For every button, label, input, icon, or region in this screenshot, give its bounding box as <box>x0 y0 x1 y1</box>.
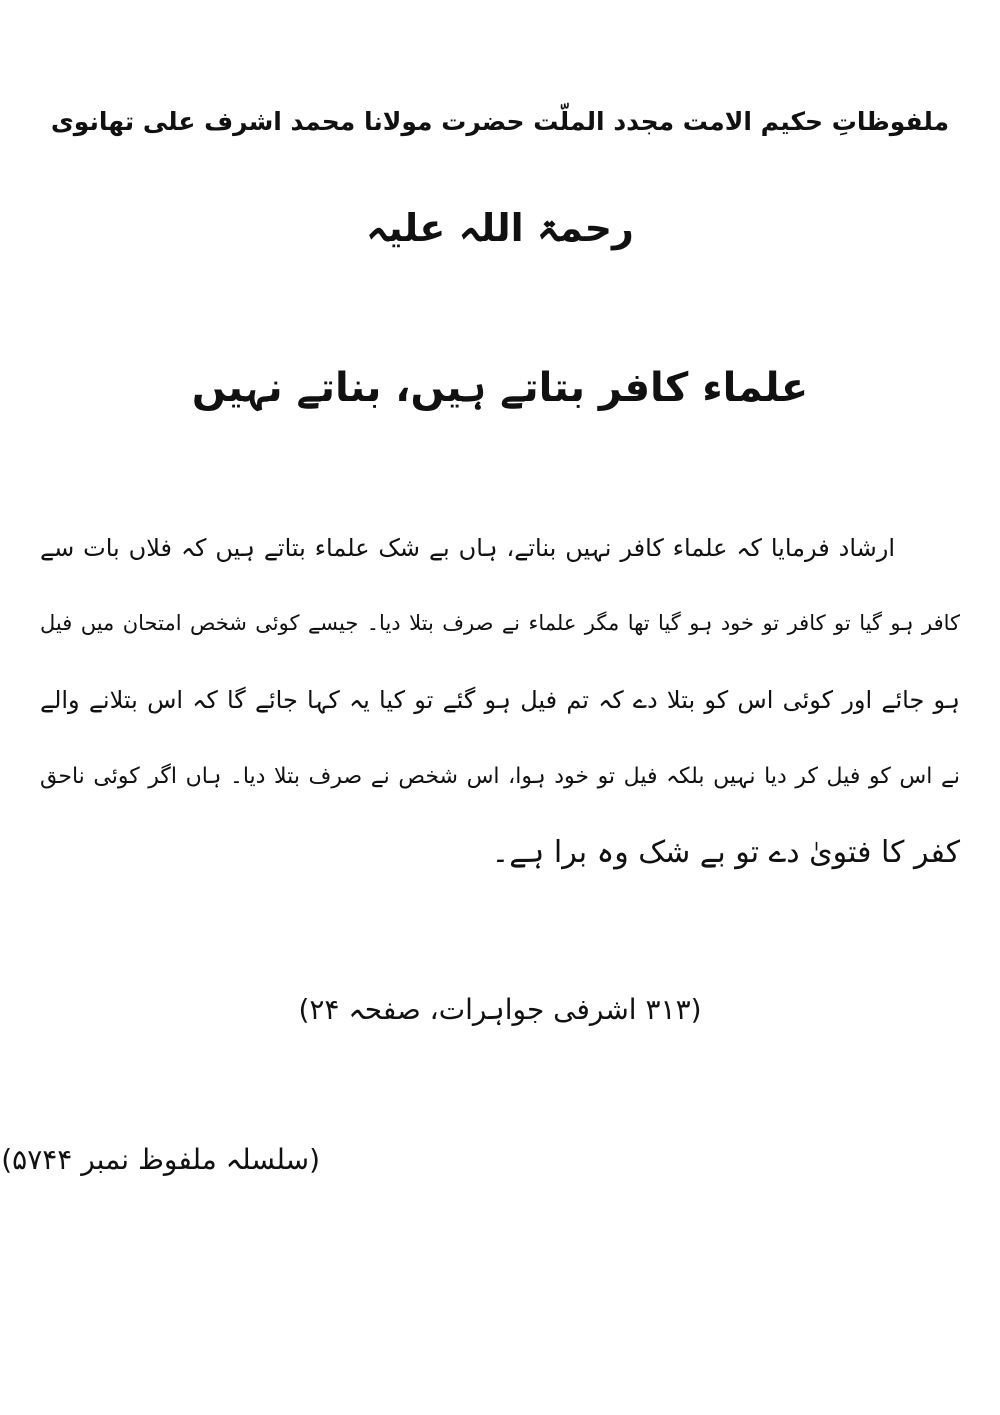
paragraph-line: ہو جائے اور کوئی اس کو بتلا دے کہ تم فیل ہو گئے تو کیا یہ کہا جائے گا کہ اس بتلانے والے <box>40 686 960 714</box>
source-reference: (۳۱۳ اشرفی جواہرات، صفحہ ۲۴) <box>298 993 702 1026</box>
paragraph-line: نے اس کو فیل کر دیا نہیں بلکہ فیل تو خود ہوا، اس شخص نے صرف بتلا دیا۔ ہاں اگر کوئی ناحق <box>40 764 960 789</box>
page-title: ملفوظاتِ حکیم الامت مجدد الملّت حضرت مولانا محمد اشرف علی تھانوی <box>50 107 950 136</box>
paragraph-line: کفر کا فتویٰ دے تو بے شک وہ برا ہے۔ <box>491 835 960 870</box>
paragraph-line: ارشاد فرمایا کہ علماء کافر نہیں بناتے، ہاں بے شک علماء بتاتے ہیں کہ فلاں بات سے <box>40 534 895 562</box>
series-number: (سلسلہ ملفوظ نمبر ۵۷۴۴) <box>1 1143 320 1176</box>
article-heading: علماء کافر بتاتے ہیں، بناتے نہیں <box>191 365 809 411</box>
page-subtitle: رحمۃ اللہ علیہ <box>366 206 634 250</box>
paragraph-line: کافر ہو گیا تو کافر تو خود ہو گیا تھا مگر علماء نے صرف بتلا دیا۔ جیسے کوئی شخص امتحان میں فیل <box>40 611 960 635</box>
